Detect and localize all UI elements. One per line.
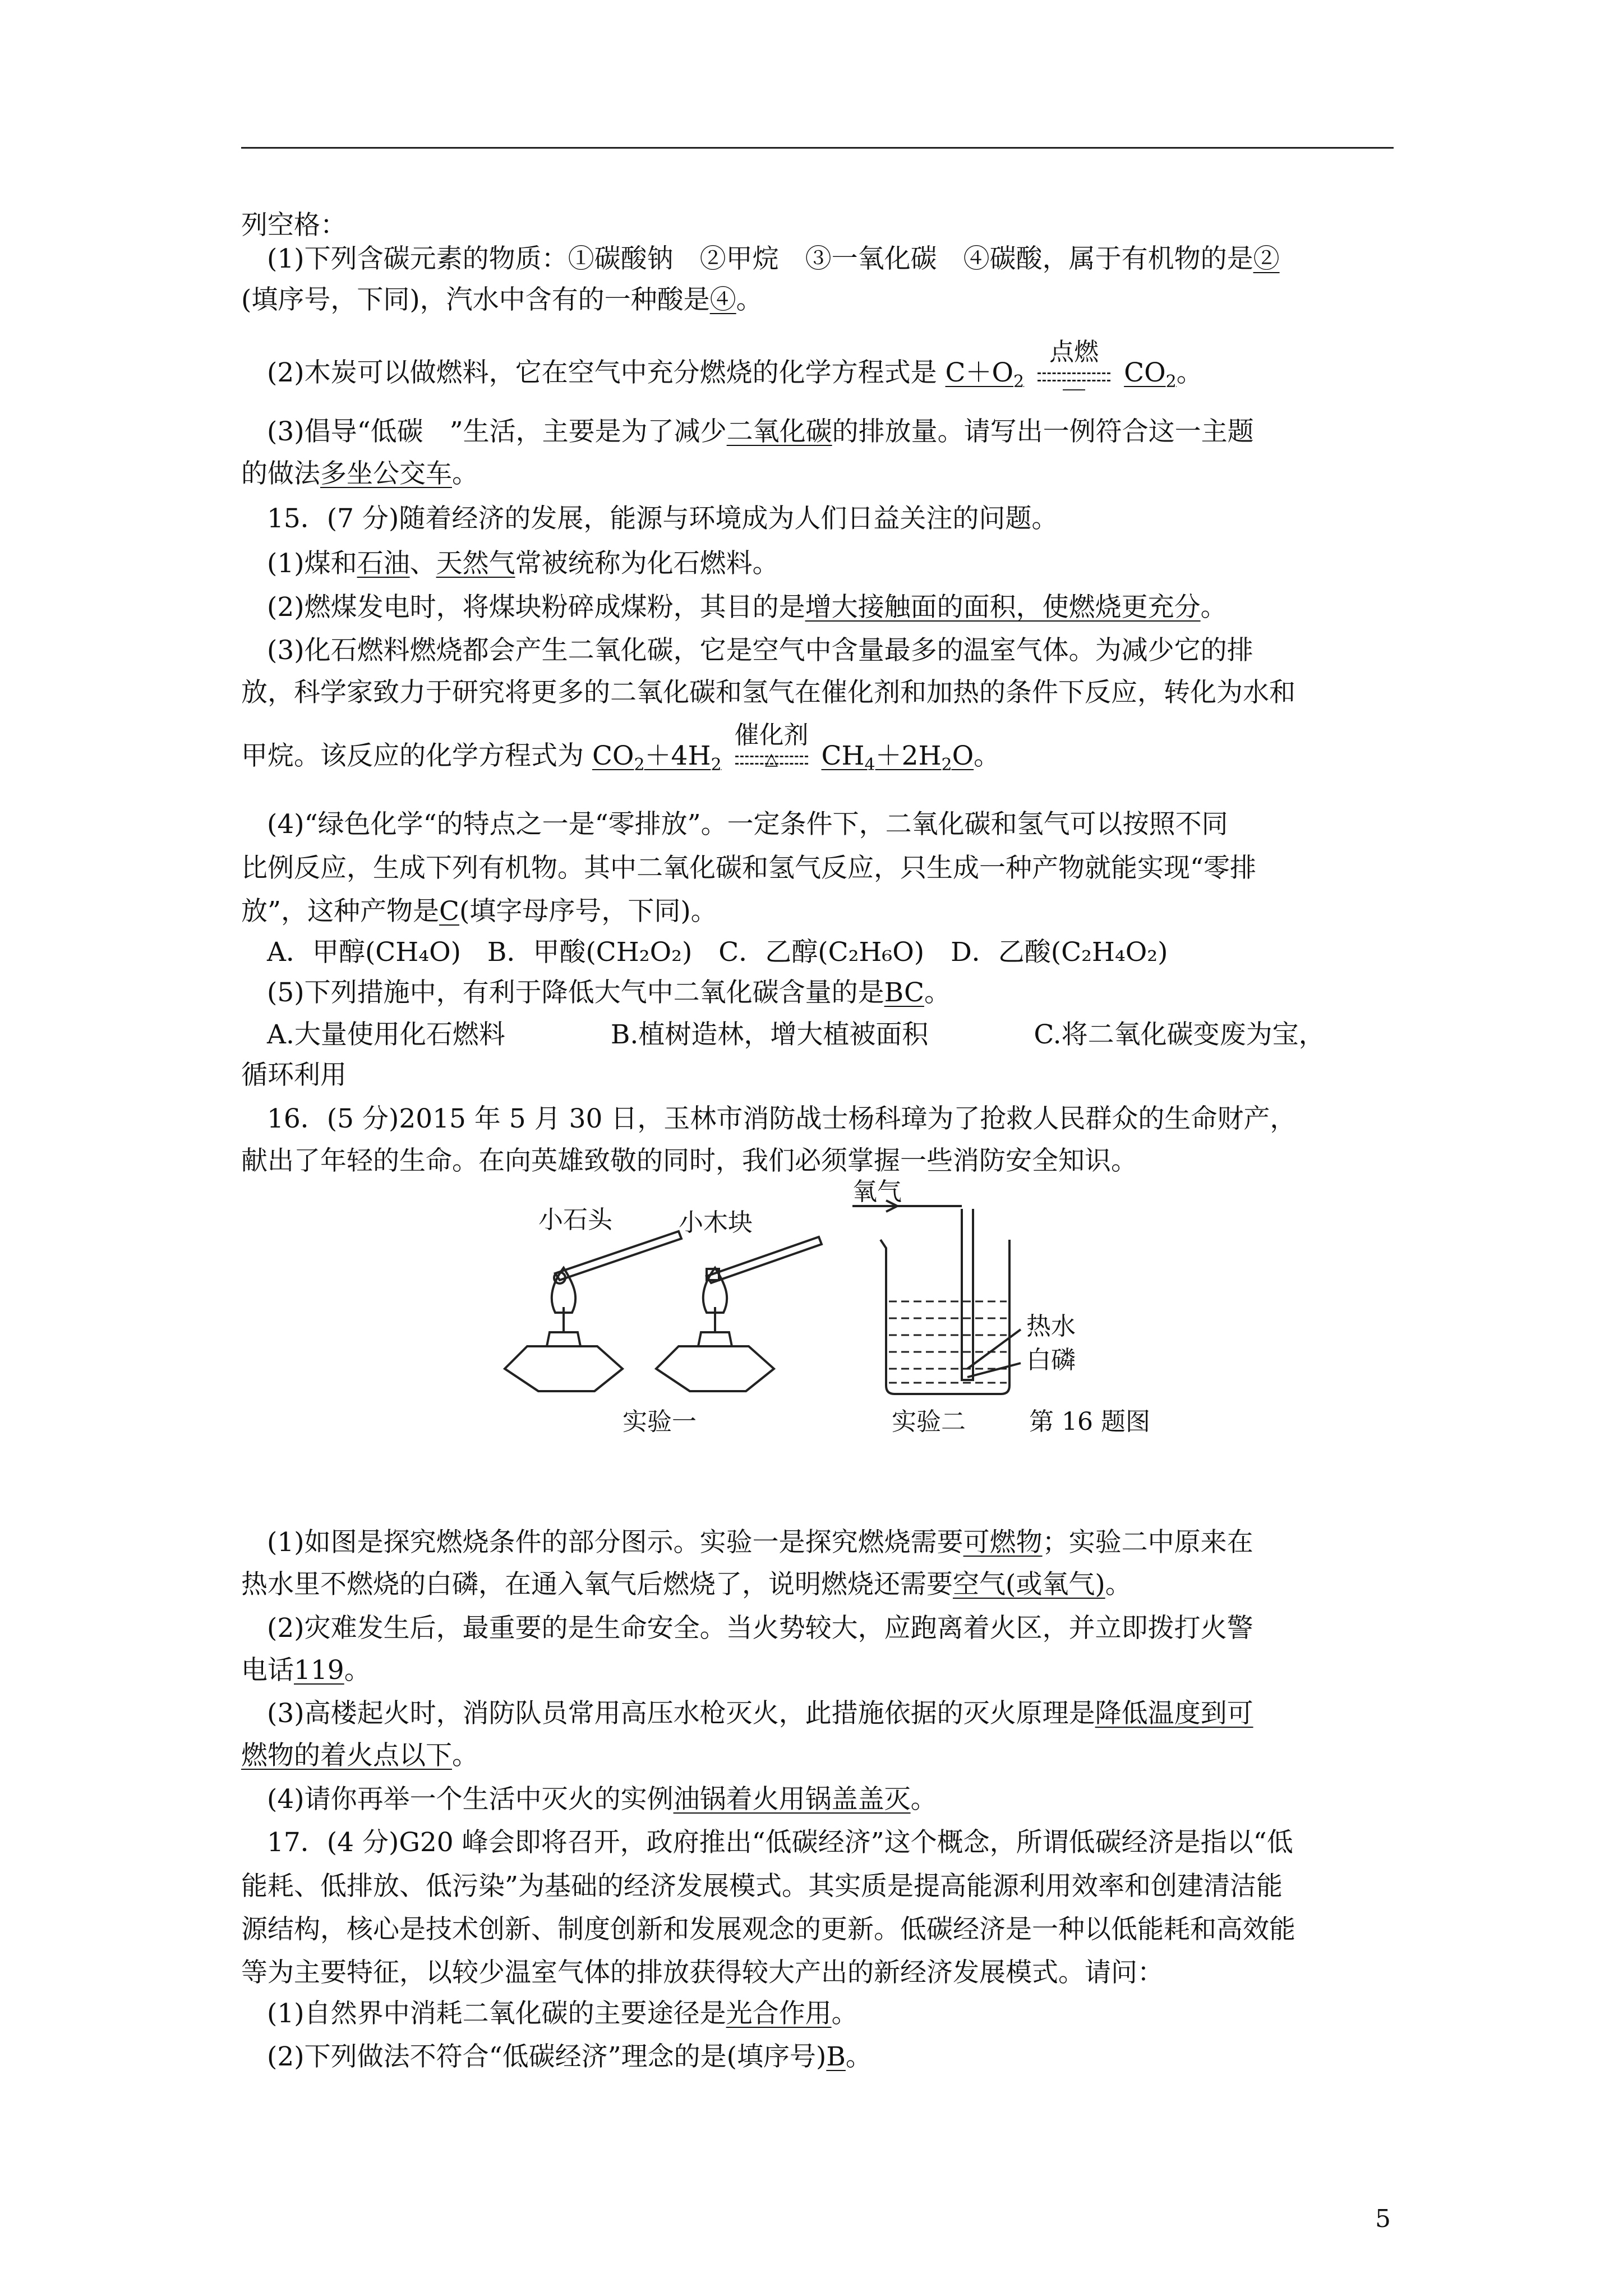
label-experiment-two: 实验二 (892, 1407, 966, 1436)
reaction-condition: 点燃 (1032, 358, 1116, 392)
text-line: 循环利用 (241, 1060, 347, 1091)
label-hot-water: 热水 (1026, 1312, 1076, 1341)
text-line: 电话119。 (241, 1655, 371, 1686)
text-line: (1)煤和石油、天然气常被统称为化石燃料。 (267, 548, 779, 579)
page-number: 5 (1375, 2205, 1391, 2233)
question-title: 16．(5 分)2015 年 5 月 30 日，玉林市消防战士杨科璋为了抢救人民群众的生命财产， (267, 1103, 1297, 1134)
experiment-figure (494, 1177, 1195, 1436)
question-title: 17．(4 分)G20 峰会即将召开，政府推出“低碳经济”这个概念，所谓低碳经济是指以“低 (267, 1827, 1293, 1858)
text-line: (3)高楼起火时，消防队员常用高压水枪灭火，此措施依据的灭火原理是降低温度到可 (267, 1698, 1253, 1729)
label-experiment-one: 实验一 (623, 1407, 697, 1436)
answer-blank: 空气(或氧气) (953, 1569, 1105, 1600)
text-line: 放，科学家致力于研究将更多的二氧化碳和氢气在催化剂和加热的条件下反应，转化为水和 (241, 677, 1295, 708)
question-title: 15．(7 分)随着经济的发展，能源与环境成为人们日益关注的问题。 (267, 503, 1058, 534)
answer-blank: 石油 (357, 548, 410, 579)
text-line: 等为主要特征，以较少温室气体的排放获得较大产出的新经济发展模式。请问： (241, 1957, 1164, 1988)
text-line: (2)灾难发生后，最重要的是生命安全。当火势较大，应跑离着火区，并立即拨打火警 (267, 1613, 1253, 1644)
answer-blank: 油锅着火用锅盖盖灭 (673, 1784, 911, 1815)
figure-caption: 第 16 题图 (1029, 1407, 1150, 1436)
text-line: 热水里不燃烧的白磷，在通入氧气后燃烧了，说明燃烧还需要空气(或氧气)。 (241, 1569, 1132, 1600)
text-line: 燃物的着火点以下。 (241, 1740, 478, 1771)
answer-blank: 光合作用 (726, 1998, 832, 2029)
answer-blank: 燃物的着火点以下 (241, 1740, 452, 1771)
answer-blank: 二氧化碳 (726, 416, 832, 447)
answer-blank: 可燃物 (963, 1527, 1043, 1558)
equation-line: (2)木炭可以做燃料，它在空气中充分燃烧的化学方程式是 $C+O_2$ 点燃 $CO_2$。 (267, 338, 1203, 392)
text-line: 比例反应，生成下列有机物。其中二氧化碳和氢气反应，只生成一种产物就能实现“零排 (241, 853, 1257, 884)
option-line: A.大量使用化石燃料 B.植树造林，增大植被面积 C.将二氧化碳变废为宝， (267, 1019, 1325, 1050)
text-line: 献出了年轻的生命。在向英雄致敬的同时，我们必须掌握一些消防安全知识。 (241, 1145, 1137, 1176)
header-rule (241, 147, 1394, 149)
answer-blank: ④ (709, 284, 736, 315)
text-line: (1)如图是探究燃烧条件的部分图示。实验一是探究燃烧需要可燃物；实验二中原来在 (267, 1527, 1253, 1558)
answer-blank: C (439, 896, 459, 927)
answer-blank: 降低温度到可 (1095, 1698, 1253, 1729)
answer-blank: 增大接触面的面积，使燃烧更充分 (805, 592, 1201, 623)
label-oxygen: 氧气 (852, 1177, 902, 1206)
text-line: 能耗、低排放、低污染”为基础的经济发展模式。其实质是提高能源利用效率和创建清洁能 (241, 1871, 1283, 1902)
label-stone: 小石头 (538, 1205, 612, 1234)
text-line: (2)下列做法不符合“低碳经济”理念的是(填序号)B。 (267, 2041, 872, 2072)
text-line: (4)“绿色化学“的特点之一是“零排放”。一定条件下，二氧化碳和氢气可以按照不同 (267, 809, 1228, 840)
answer-blank: ② (1253, 243, 1280, 274)
text-line: (1)自然界中消耗二氧化碳的主要途径是光合作用。 (267, 1998, 858, 2029)
equation-line: 甲烷。该反应的化学方程式为 $CO_2+4H_2$ 催化剂 △ $CH_4+2H_2O$。 (241, 721, 1000, 775)
text-line: 的做法多坐公交车。 (241, 458, 478, 489)
text-line: 列空格： (241, 210, 347, 241)
text-line: 源结构，核心是技术创新、制度创新和发展观念的更新。低碳经济是一种以低能耗和高效能 (241, 1914, 1295, 1945)
answer-blank: 天然气 (436, 548, 515, 579)
reaction-condition: 催化剂 △ (734, 721, 809, 769)
option-line: A．甲醇(CH₄O) B．甲酸(CH₂O₂) C．乙醇(C₂H₆O) D．乙酸(C₂H₄O₂) (267, 937, 1168, 968)
label-wood: 小木块 (679, 1208, 753, 1237)
text-line: (5)下列措施中，有利于降低大气中二氧化碳含量的是BC。 (267, 977, 951, 1008)
answer-blank: B (826, 2041, 846, 2072)
text-line: 放”，这种产物是C(填字母序号，下同)。 (241, 896, 717, 927)
text-line: (3)化石燃料燃烧都会产生二氧化碳，它是空气中含量最多的温室气体。为减少它的排 (267, 635, 1253, 666)
label-white-phosphorus: 白磷 (1026, 1346, 1076, 1374)
text-line: (填序号，下同)，汽水中含有的一种酸是④。 (241, 284, 763, 315)
text-line: (2)燃煤发电时，将煤块粉碎成煤粉，其目的是增大接触面的面积，使燃烧更充分。 (267, 592, 1227, 623)
answer-blank: $CO_2+4H_2$ (592, 740, 722, 775)
text-line: (1)下列含碳元素的物质：①碳酸钠 ②甲烷 ③一氧化碳 ④碳酸，属于有机物的是② (267, 243, 1280, 274)
answer-blank: BC (884, 977, 924, 1008)
answer-blank: 119 (294, 1655, 344, 1686)
text-line: (3)倡导“低碳 ”生活，主要是为了减少二氧化碳的排放量。请写出一例符合这一主题 (267, 416, 1254, 447)
answer-blank: $C+O_2$ (945, 357, 1025, 392)
answer-blank: 多坐公交车 (320, 458, 452, 489)
text-line: (4)请你再举一个生活中灭火的实例油锅着火用锅盖盖灭。 (267, 1784, 937, 1815)
